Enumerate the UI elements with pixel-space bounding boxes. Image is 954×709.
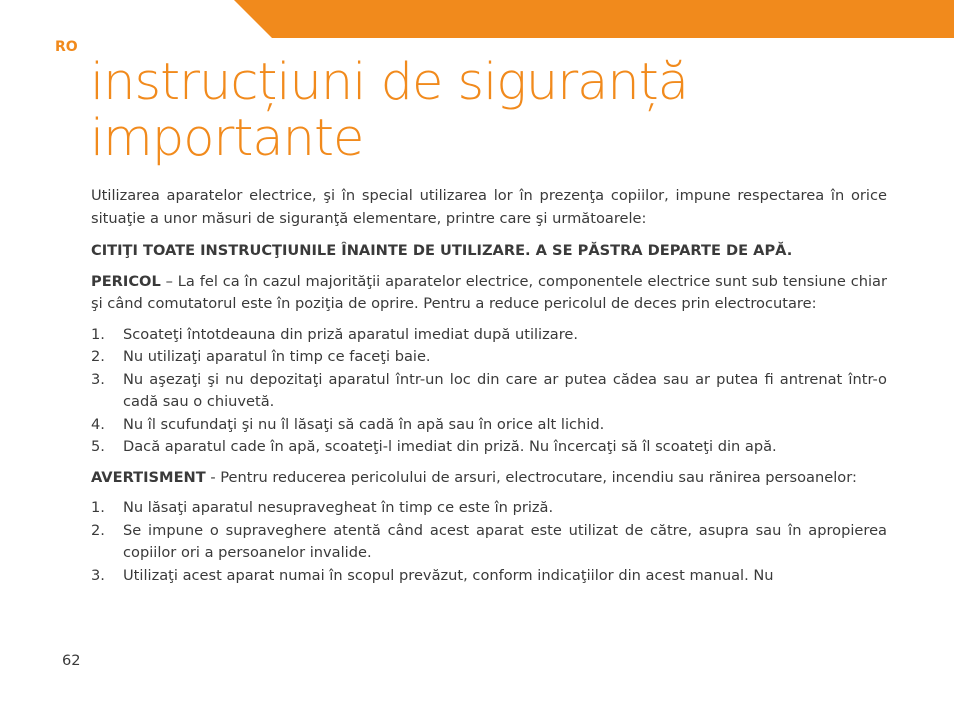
list-item [91, 346, 887, 369]
list-item-text: Nu aşezaţi şi nu depozitaţi aparatul într-un loc din care ar putea cădea sau ar putea fi antrenat într-o cadă sau o chiuvetă. [123, 370, 887, 410]
avertisment-list [91, 497, 887, 587]
list-item-number: 1. [91, 325, 105, 343]
list-item [91, 369, 887, 414]
list-item-text: Scoateţi întotdeauna din priză aparatul imediat după utilizare. [123, 325, 579, 343]
intro-paragraph: Utilizarea aparatelor electrice, şi în special utilizarea lor în prezenţa copiilor, impune respectarea în orice situaţie a unor măsuri de siguranţă elementare, printre care şi următoarele: [91, 187, 887, 227]
avertisment-paragraph [91, 467, 887, 490]
header-tab [234, 0, 954, 38]
list-item [91, 324, 887, 347]
pericol-list [91, 324, 887, 459]
list-item-number: 3. [91, 566, 105, 584]
list-item-text: Nu lăsaţi aparatul nesupravegheat în timp ce este în priză. [123, 499, 554, 516]
list-item [91, 436, 887, 459]
language-code: RO [55, 39, 78, 55]
list-item [91, 520, 887, 565]
list-item-number: 5. [91, 438, 105, 455]
list-item [91, 565, 887, 588]
page-title [90, 55, 688, 167]
page-number: 62 [62, 652, 81, 669]
pericol-lead: PERICOL [91, 272, 161, 290]
list-item-number: 2. [91, 521, 105, 539]
list-item [91, 414, 887, 437]
pericol-paragraph [91, 271, 887, 316]
document-body [91, 185, 887, 595]
list-item-text: Nu utilizaţi aparatul în timp ce faceţi baie. [123, 348, 431, 365]
list-item-text: Se impune o supraveghere atentă când acest aparat este utilizat de către, asupra sau în apropierea copiilor ori a persoanelor invalide. [123, 521, 887, 561]
list-item-text: Utilizaţi acest aparat numai în scopul prevăzut, conform indicaţiilor din acest manual. Nu [123, 566, 774, 584]
pericol-text: – La fel ca în cazul majorităţii aparatelor electrice, componentele electrice sunt sub tensiune chiar şi când comutatorul este în poziţia de oprire. Pentru a reduce pericolul de deces prin electrocutare: [91, 272, 887, 312]
list-item-number: 1. [91, 499, 105, 516]
page-title-line-2: importante [90, 109, 364, 168]
avertisment-text: - Pentru reducerea pericolului de arsuri, electrocutare, incendiu sau rănirea persoanelor: [205, 468, 857, 486]
list-item-number: 3. [91, 370, 105, 388]
list-item [91, 497, 887, 520]
caps-notice: CITIŢI TOATE INSTRUCŢIUNILE ÎNAINTE DE UTILIZARE. A SE PĂSTRA DEPARTE DE APĂ. [91, 242, 793, 259]
list-item-text: Dacă aparatul cade în apă, scoateţi-l imediat din priză. Nu încercaţi să îl scoateţi din apă. [123, 438, 777, 455]
list-item-text: Nu îl scufundaţi şi nu îl lăsaţi să cadă în apă sau în orice alt lichid. [123, 415, 605, 433]
page-title-line-1: instrucțiuni de siguranță [90, 53, 689, 112]
list-item-number: 4. [91, 415, 105, 433]
avertisment-lead: AVERTISMENT [91, 468, 206, 486]
list-item-number: 2. [91, 348, 105, 365]
